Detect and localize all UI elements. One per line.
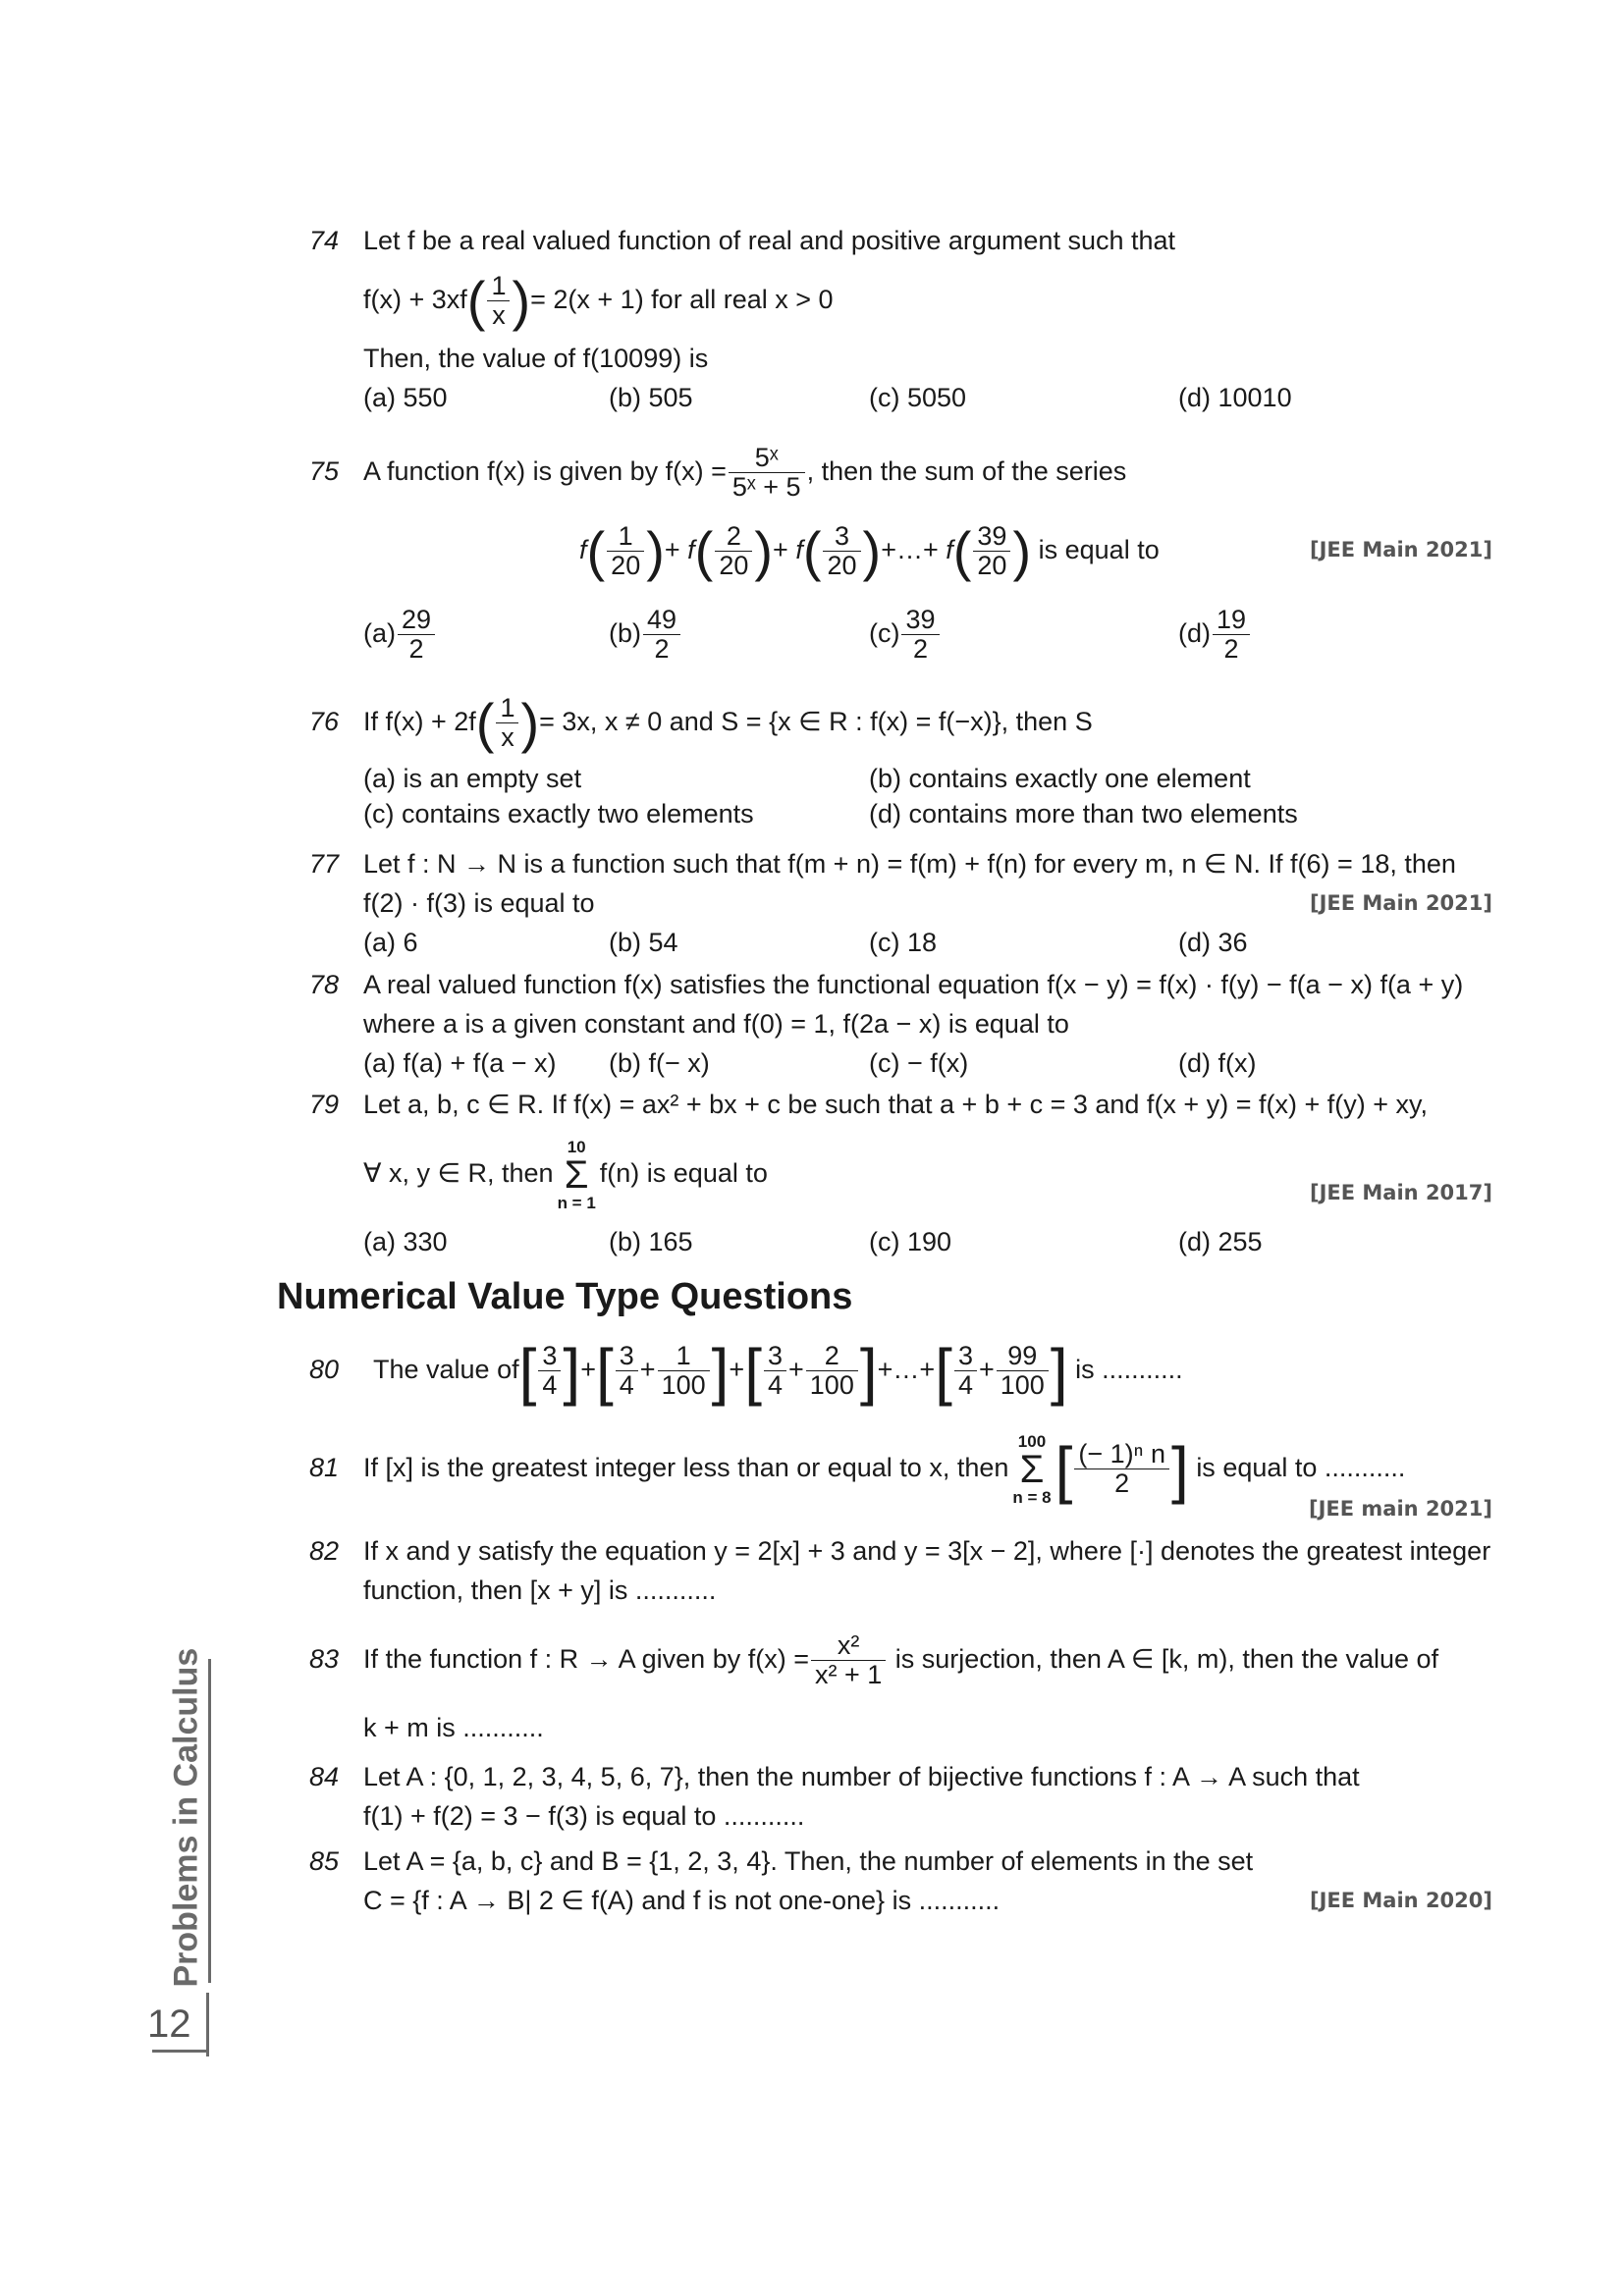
option-b: (b) 505 bbox=[609, 383, 693, 412]
question-number: 78 bbox=[309, 970, 340, 999]
question-text: If the function f : R → A given by f(x) = $\frac{\text{x²}}{\text{x² + 1}}$ is surjection, then A ∈ [k, m), then the value of bbox=[363, 1629, 1439, 1690]
question-76 bbox=[295, 682, 1492, 831]
question-text: Let a, b, c ∈ R. If f(x) = ax² + bx + c be such that a + b + c = 3 and f(x + y) = f(x) + f(y) + xy, bbox=[363, 1090, 1428, 1119]
source-tag: [JEE Main 2020] bbox=[1310, 1889, 1492, 1912]
divider bbox=[206, 1993, 209, 2056]
option-a: (a) f(a) + f(a − x) bbox=[363, 1048, 557, 1078]
option-b: (b) 165 bbox=[609, 1227, 693, 1256]
question-81 bbox=[295, 1418, 1492, 1546]
option-d: (d) 10010 bbox=[1178, 383, 1292, 412]
question-text: Let f : N → N is a function such that f(m + n) = f(m) + f(n) for every m, n ∈ N. If f(6) = 18, then bbox=[363, 849, 1456, 879]
question-85 bbox=[295, 1842, 1492, 1920]
question-text: If x and y satisfy the equation y = 2[x] + 3 and y = 3[x − 2], where [·] denotes the greatest integer bbox=[363, 1536, 1491, 1566]
question-text: The value of[ $\frac{3}{4}$ ]+[ $\frac{3}{4}$ + $\frac{1}{100}$ ]+[ $\frac{3}{4}$ + $\frac{2}{100}$ ]+…+[ $\frac{3}{4}$ + $\frac{99}{100}$ ] is ........... bbox=[373, 1335, 1183, 1407]
option-c: (c) 18 bbox=[869, 928, 938, 957]
question-text: A real valued function f(x) satisfies the functional equation f(x − y) = f(x) · f(y) − f(a − x) f(a + y) bbox=[363, 970, 1464, 999]
divider bbox=[208, 1659, 211, 1983]
question-text: where a is a given constant and f(0) = 1, f(2a − x) is equal to bbox=[363, 1009, 1069, 1039]
question-text: Let A = {a, b, c} and B = {1, 2, 3, 4}. Then, the number of elements in the set bbox=[363, 1846, 1254, 1876]
question-80 bbox=[295, 1330, 1492, 1409]
option-a: (a) 550 bbox=[363, 383, 448, 412]
question-number: 79 bbox=[309, 1090, 340, 1119]
question-84 bbox=[295, 1757, 1492, 1836]
option-d: (d) $\frac{19}{2}$ bbox=[1178, 594, 1252, 672]
question-74 bbox=[295, 221, 1492, 417]
page-number: 12 bbox=[147, 2002, 191, 2046]
option-b: (b) 54 bbox=[609, 928, 678, 957]
equation: f(x) + 3xf( $\frac{1}{x}$ )= 2(x + 1) for all real x > 0 bbox=[363, 269, 834, 332]
question-text: If f(x) + 2f( $\frac{1}{x}$ )= 3x, x ≠ 0 and S = {x ∈ R : f(x) = f(−x)}, then S bbox=[363, 691, 1093, 754]
option-c: (c) $\frac{39}{2}$ bbox=[869, 594, 942, 672]
source-tag: [JEE main 2021] bbox=[1309, 1497, 1492, 1521]
question-number: 76 bbox=[309, 707, 340, 736]
option-a: (a) 330 bbox=[363, 1227, 448, 1256]
option-c: (c) − f(x) bbox=[869, 1048, 969, 1078]
source-tag: [JEE Main 2021] bbox=[1310, 891, 1492, 915]
question-number: 80 bbox=[309, 1355, 340, 1384]
option-b: (b) f(− x) bbox=[609, 1048, 710, 1078]
question-75 bbox=[295, 437, 1492, 672]
question-79 bbox=[295, 1085, 1492, 1261]
question-text: f(1) + f(2) = 3 − f(3) is equal to ........... bbox=[363, 1801, 805, 1831]
option-b: (b) $\frac{49}{2}$ bbox=[609, 594, 682, 672]
option-a: (a) is an empty set bbox=[363, 764, 582, 793]
question-number: 74 bbox=[309, 226, 340, 255]
source-tag: [JEE Main 2021] bbox=[1310, 538, 1492, 561]
option-d: (d) 36 bbox=[1178, 928, 1248, 957]
divider bbox=[152, 2050, 209, 2053]
question-number: 77 bbox=[309, 849, 340, 879]
option-d: (d) contains more than two elements bbox=[869, 799, 1298, 828]
question-text: function, then [x + y] is ........... bbox=[363, 1575, 717, 1605]
option-b: (b) contains exactly one element bbox=[869, 764, 1251, 793]
sidebar-book-title bbox=[157, 1647, 216, 1988]
question-text: Let A : {0, 1, 2, 3, 4, 5, 6, 7}, then the number of bijective functions f : A → A such that bbox=[363, 1762, 1360, 1791]
option-a: (a) $\frac{29}{2}$ bbox=[363, 594, 437, 672]
option-a: (a) 6 bbox=[363, 928, 418, 957]
book-title: Problems in Calculus bbox=[167, 1647, 205, 1988]
question-82 bbox=[295, 1531, 1492, 1610]
option-c: (c) 5050 bbox=[869, 383, 967, 412]
section-heading: Numerical Value Type Questions bbox=[277, 1276, 853, 1317]
option-d: (d) 255 bbox=[1178, 1227, 1263, 1256]
question-text: Then, the value of f(10099) is bbox=[363, 344, 709, 373]
question-text: Let f be a real valued function of real and positive argument such that bbox=[363, 226, 1176, 255]
question-text: k + m is ........... bbox=[363, 1713, 544, 1742]
option-d: (d) f(x) bbox=[1178, 1048, 1257, 1078]
option-c: (c) 190 bbox=[869, 1227, 952, 1256]
question-text: f(2) · f(3) is equal to bbox=[363, 888, 595, 918]
question-number: 81 bbox=[309, 1453, 340, 1482]
question-77 bbox=[295, 844, 1492, 962]
question-number: 85 bbox=[309, 1846, 340, 1876]
question-text: If [x] is the greatest integer less than or equal to x, then 100 Σ n = 8 [ $\frac{\text{(− 1)ⁿ n}}{2}$ ] is equal to ........... bbox=[363, 1431, 1406, 1507]
question-number: 84 bbox=[309, 1762, 340, 1791]
question-number: 75 bbox=[309, 456, 340, 486]
question-text: A function f(x) is given by f(x) = $\frac{\text{5ˣ}}{\text{5ˣ + 5}}$ , then the sum of the series bbox=[363, 442, 1127, 503]
question-number: 82 bbox=[309, 1536, 340, 1566]
option-c: (c) contains exactly two elements bbox=[363, 799, 754, 828]
question-number: 83 bbox=[309, 1644, 340, 1674]
question-text: C = {f : A → B| 2 ∈ f(A) and f is not one-one} is ........... bbox=[363, 1886, 1001, 1915]
series-expression: f( $\frac{1}{20}$ )+ f( $\frac{2}{20}$ )+ f( $\frac{3}{20}$ )+…+ f( $\frac{39}{20}$ ) is equal to bbox=[579, 519, 1160, 582]
source-tag: [JEE Main 2017] bbox=[1310, 1181, 1492, 1204]
question-78 bbox=[295, 965, 1492, 1083]
question-text: ∀ x, y ∈ R, then 10 Σ n = 1 f(n) is equal to bbox=[363, 1137, 768, 1212]
question-83 bbox=[295, 1620, 1492, 1747]
